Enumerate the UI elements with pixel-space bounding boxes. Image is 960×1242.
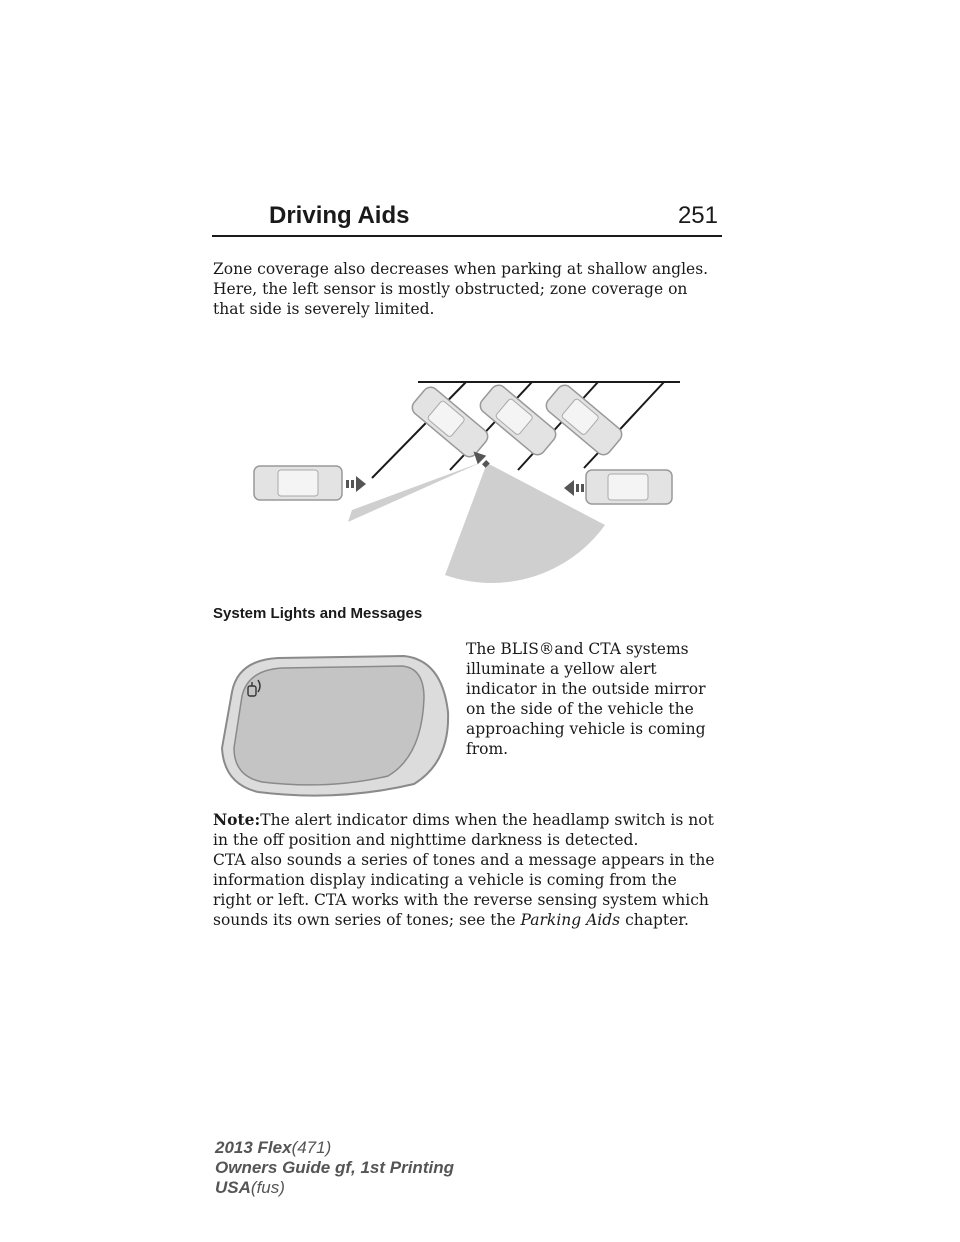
chapter-title: Driving Aids [269,202,410,229]
page-footer: 2013 Flex(471) Owners Guide gf, 1st Printing USA(fus) [215,1138,454,1197]
page-number: 251 [677,202,718,229]
cta-paragraph: CTA also sounds a series of tones and a message appears in the information display indicating a vehicle is coming from the right or left. CTA works with the reverse sensing system which sounds its own series of tones; see the Parking Aids chapter. [213,851,715,929]
note-paragraph [213,810,718,850]
note-text: The alert indicator dims when the headlamp switch is not in the off position and nighttime darkness is detected. [213,811,714,849]
section-heading: System Lights and Messages [213,605,423,622]
alert-description: The BLIS®and CTA systems illuminate a yellow alert indicator in the outside mirror on the side of the vehicle the approaching vehicle is coming from. [466,640,706,758]
parking-zone-illustration [240,370,700,585]
intro-paragraph: Zone coverage also decreases when parking at shallow angles. Here, the left sensor is mostly obstructed; zone coverage on that side is severely limited. [213,260,709,318]
note-label: Note: [213,810,261,829]
header-rule [212,235,722,237]
side-mirror-illustration [218,652,458,800]
parking-aids-reference: Parking Aids [520,911,621,929]
page-header [212,199,722,239]
registered-icon: ® [538,640,555,658]
